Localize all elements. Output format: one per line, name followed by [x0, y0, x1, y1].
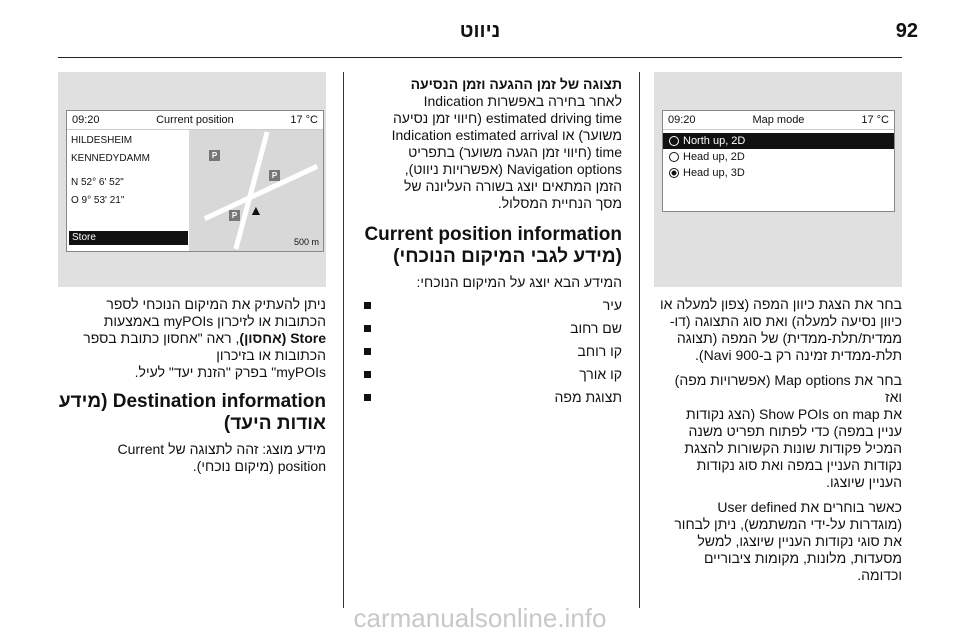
screen-time: 09:20 [668, 114, 696, 126]
left-p2-line1: מידע מוצג: זהה לתצוגה של Current [117, 441, 326, 457]
middle-l5: time (חיווי זמן הגעה משוער) בתפריט [408, 144, 622, 160]
middle-l2: לאחר בחירה באפשרות Indication [423, 93, 622, 109]
position-arrow-icon: ▲ [249, 202, 263, 218]
right-p3: ממדית/תלת-ממדית) של המפה (תצוגה [676, 330, 902, 346]
poi-parking-icon: P [269, 170, 280, 181]
bullet-icon [364, 394, 371, 401]
latitude: N 52° 6' 52" [71, 177, 124, 188]
bullet-icon [364, 371, 371, 378]
left-p1-line5: myPOIs" בפרק "הזנת יעד" לעיל. [134, 364, 326, 380]
poi-parking-icon: P [209, 150, 220, 161]
list-item: שם רחוב [356, 320, 622, 337]
middle-l3: estimated driving time (חיווי זמן נסיעה [392, 110, 622, 126]
right-p1: בחר את הצגת כיוון המפה (צפון למעלה או [660, 296, 902, 312]
screen-title: Map mode [752, 114, 805, 126]
current-position-heading-2: (מידע לגבי המיקום הנוכחי) [393, 246, 622, 267]
city-name: HILDESHEIM [71, 135, 133, 146]
right-r4: מסעדות, מלונות, מקומות ציבוריים [703, 550, 902, 566]
longitude: O 9° 53' 21" [71, 195, 125, 206]
screen-time: 09:20 [72, 114, 100, 126]
right-p2: כיוון נסיעה למעלה) ואת סוג התצוגה (דו- [669, 313, 902, 329]
bullet-icon [364, 348, 371, 355]
screen-temperature: 17 °C [290, 114, 318, 126]
right-q3: עניין במפה) כדי לפתוח תפריט משנה [688, 423, 902, 439]
left-p1-line3: , ראה "אחסון כתובת בספר [83, 330, 240, 346]
right-q5: נקודות העניין במפה ואת סוג נקודות [696, 457, 902, 473]
left-p1-line2: הכתובות או לזיכרון myPOIs באמצעות [103, 313, 326, 329]
page-number: 92 [895, 20, 918, 42]
right-r5: וכדומה. [857, 567, 902, 583]
right-q2: את Show POIs on map (הצג נקודות [686, 406, 902, 422]
list-item: תצוגת מפה [356, 389, 622, 406]
store-term: Store (אחסון) [239, 330, 326, 346]
column-divider-right [639, 72, 640, 608]
map-mode-figure [654, 72, 902, 287]
info-bullet-list [356, 297, 622, 406]
screen-temperature: 17 °C [861, 114, 889, 126]
column-divider-left [343, 72, 344, 608]
screen-top-bar [663, 111, 894, 130]
middle-intro: המידע הבא יוצג על המיקום הנוכחי: [416, 274, 622, 290]
middle-l7: הזמן המתאים יוצג בשורה העליונה של [403, 178, 622, 194]
middle-column-text [356, 76, 622, 412]
radio-icon [669, 136, 679, 146]
middle-l1: תצוגה של זמן ההגעה וזמן הנסיעה [410, 76, 622, 92]
current-position-heading: Current position information [364, 224, 622, 245]
destination-info-heading: Destination information (מידע [58, 391, 326, 412]
right-q6: העניין שיוצגו. [826, 474, 902, 490]
map-mode-screen [662, 110, 895, 212]
middle-l6: Navigation options (אפשרויות ניווט), [404, 161, 622, 177]
screen-title: Current position [156, 114, 234, 126]
header-divider [58, 57, 902, 58]
radio-icon [669, 152, 679, 162]
current-position-figure [58, 72, 326, 287]
poi-parking-icon: P [229, 210, 240, 221]
right-r1: כאשר בוחרים את User defined [717, 499, 902, 515]
page-header-title: ניווט [459, 20, 501, 42]
street-name: KENNEDYDAMM [71, 153, 150, 164]
list-item: קו אורך [356, 366, 622, 383]
list-item: קו רוחב [356, 343, 622, 360]
current-position-screen [66, 110, 324, 252]
right-q4: המכיל פקודות שונות הקשורות להצגת [684, 440, 902, 456]
middle-l4: משוער) או Indication estimated arrival [391, 127, 622, 143]
bullet-icon [364, 302, 371, 309]
right-p4: תלת-ממדית זמינה רק ב-Navi 900). [695, 347, 902, 363]
right-column-text [654, 296, 902, 584]
destination-info-heading-2: אודות היעד) [223, 413, 326, 434]
option-head-up-2d[interactable]: Head up, 2D [663, 149, 894, 165]
store-button[interactable]: Store [69, 231, 188, 245]
bullet-icon [364, 325, 371, 332]
radio-selected-icon [669, 168, 679, 178]
right-q1: בחר את Map options (אפשרויות מפה) ואז [674, 372, 902, 405]
left-p1-line4: הכתובות או בזיכרון [216, 347, 326, 363]
list-item: עיר [356, 297, 622, 314]
right-r3: את סוגי נקודות העניין שיוצגו, למשל [697, 533, 902, 549]
left-p1-line1: ניתן להעתיק את המיקום הנוכחי לספר [106, 296, 326, 312]
left-column-text [58, 296, 326, 475]
map-mode-options [663, 133, 894, 181]
option-head-up-3d[interactable]: Head up, 3D [663, 165, 894, 181]
map-area [189, 130, 323, 251]
map-scale: 500 m [293, 237, 319, 247]
right-r2: (מוגדרות על-ידי המשתמש), ניתן לבחור [674, 516, 902, 532]
option-north-up-2d[interactable]: North up, 2D [663, 133, 894, 149]
left-p2-line2: position (מיקום נוכחי). [192, 458, 326, 474]
screen-top-bar [67, 111, 323, 130]
watermark: carmanualsonline.info [353, 603, 607, 633]
middle-l8: מסך הנחיית המסלול. [497, 195, 622, 211]
